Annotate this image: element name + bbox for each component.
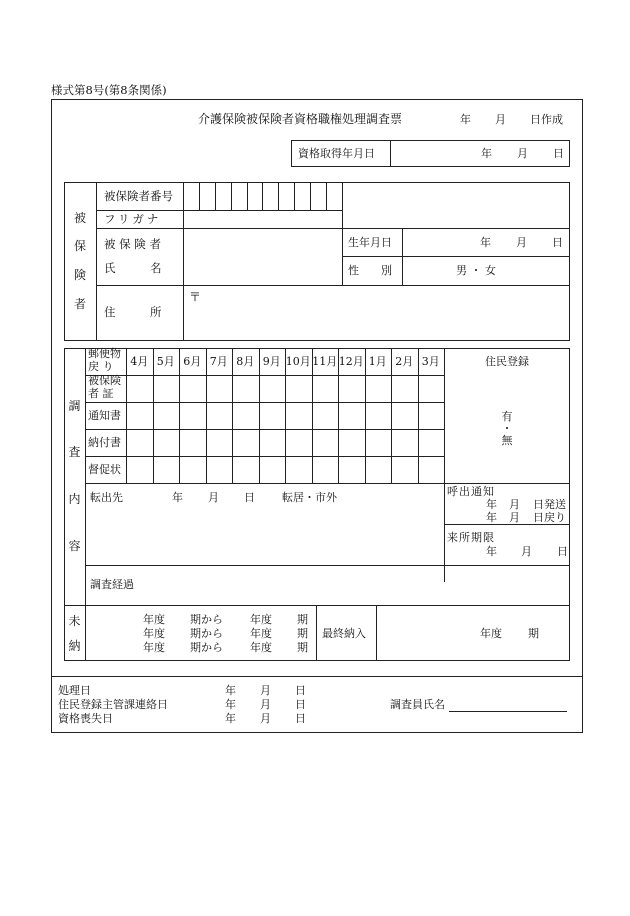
- call-return-year: 年: [486, 511, 497, 524]
- birth-day: 日: [552, 236, 563, 249]
- month-header: 2月: [395, 355, 414, 368]
- footer-contact-month: 月: [260, 698, 271, 711]
- footer-loss-year: 年: [225, 712, 236, 725]
- investigator-label: 調査員氏名: [390, 698, 445, 711]
- month-header: 1月: [368, 355, 387, 368]
- resident-no: 無: [501, 434, 513, 447]
- last-paid-period: 期: [528, 627, 539, 640]
- call-sent-month: 月: [509, 498, 520, 511]
- footer-processed-day: 日: [295, 684, 306, 697]
- insured-number-digit-divider: [294, 182, 295, 210]
- row-label-mail-2: 戻 り: [88, 360, 114, 373]
- footer-divider: [51, 676, 583, 677]
- month-column-divider: [365, 348, 366, 483]
- footer-loss-day: 日: [295, 712, 306, 725]
- survey-char-3: 内: [68, 492, 81, 506]
- progress-label: 調査経過: [90, 578, 134, 591]
- insured-number-label: 被保険者番号: [104, 189, 173, 203]
- unpaid-r1-b: 期から: [190, 613, 223, 626]
- unpaid-r3-d: 期: [297, 641, 308, 654]
- insured-number-digit-divider: [278, 182, 279, 210]
- name-label-2: 氏 名: [104, 261, 162, 275]
- row-label-notice: 通知書: [88, 409, 121, 422]
- birth-year: 年: [480, 236, 491, 249]
- unpaid-r1-d: 期: [297, 613, 308, 626]
- call-return-month: 月: [509, 511, 520, 524]
- gender-value: 男 ・ 女: [456, 264, 496, 277]
- deadline-day: 日: [557, 545, 568, 558]
- month-column-divider: [312, 348, 313, 483]
- created-month: 月: [495, 113, 506, 126]
- last-paid-label: 最終納入: [322, 627, 366, 640]
- month-column-divider: [206, 348, 207, 483]
- birth-label: 生年月日: [348, 236, 392, 249]
- survey-char-1: 調: [68, 399, 81, 413]
- footer-processed-month: 月: [260, 684, 271, 697]
- furigana-label: フリガナ: [104, 212, 162, 226]
- postal-mark: 〒: [189, 290, 202, 304]
- moveout-label: 転出先: [90, 491, 123, 504]
- insured-char-4: 者: [73, 297, 86, 311]
- row-label-card-2: 者 証: [88, 387, 114, 400]
- call-sent: 日発送: [533, 498, 566, 511]
- month-header: 10月: [285, 355, 311, 368]
- insured-number-digit-divider: [247, 182, 248, 210]
- survey-char-4: 容: [68, 539, 81, 553]
- month-column-divider: [153, 348, 154, 483]
- form-number: 様式第8号(第8条関係): [51, 83, 167, 97]
- insured-number-digit-divider: [310, 182, 311, 210]
- unpaid-char-1: 未: [68, 614, 81, 628]
- unpaid-r1-a: 年度: [143, 613, 165, 626]
- resident-label: 住民登録: [485, 355, 529, 368]
- survey-char-2: 査: [68, 445, 81, 459]
- month-column-divider: [179, 348, 180, 483]
- unpaid-r2-c: 年度: [250, 627, 272, 640]
- birth-month: 月: [516, 236, 527, 249]
- moveout-note: 転居・市外: [282, 491, 337, 504]
- unpaid-r3-a: 年度: [143, 641, 165, 654]
- unpaid-r3-c: 年度: [250, 641, 272, 654]
- month-column-divider: [285, 348, 286, 483]
- form-title: 介護保険被保険者資格職権処理調査票: [198, 112, 403, 126]
- month-column-divider: [126, 348, 127, 483]
- footer-contact-year: 年: [225, 698, 236, 711]
- acquired-month: 月: [517, 147, 528, 160]
- last-paid-year: 年度: [480, 627, 502, 640]
- investigator-signature-line: [449, 711, 567, 712]
- month-column-divider: [259, 348, 260, 483]
- month-header: 11月: [312, 355, 338, 368]
- row-label-reminder: 督促状: [88, 463, 121, 476]
- month-column-divider: [418, 348, 419, 483]
- footer-label-processed: 処理日: [58, 684, 91, 697]
- moveout-year: 年: [172, 491, 183, 504]
- month-header: 3月: [421, 355, 440, 368]
- month-column-divider: [391, 348, 392, 483]
- unpaid-r1-c: 年度: [250, 613, 272, 626]
- insured-number-digit-divider: [199, 182, 200, 210]
- insured-number-digit-divider: [262, 182, 263, 210]
- unpaid-r2-d: 期: [297, 627, 308, 640]
- row-label-card-1: 被保険: [88, 374, 121, 387]
- unpaid-char-2: 納: [68, 639, 81, 653]
- month-header: 9月: [262, 355, 281, 368]
- insured-number-digit-divider: [231, 182, 232, 210]
- insured-number-digit-divider: [326, 182, 327, 210]
- month-column-divider: [338, 348, 339, 483]
- name-label-1: 被 保 険 者: [104, 237, 161, 251]
- acquired-day: 日: [553, 147, 564, 160]
- resident-dot: ・: [501, 422, 513, 435]
- month-header: 8月: [236, 355, 255, 368]
- footer-label-loss: 資格喪失日: [58, 712, 113, 725]
- moveout-month: 月: [208, 491, 219, 504]
- deadline-year: 年: [486, 545, 497, 558]
- footer-loss-month: 月: [260, 712, 271, 725]
- month-header: 4月: [130, 355, 149, 368]
- address-label: 住 所: [104, 305, 162, 319]
- footer-label-contact: 住民登録主管課連絡日: [58, 698, 168, 711]
- call-sent-year: 年: [486, 498, 497, 511]
- row-label-payslip: 納付書: [88, 436, 121, 449]
- month-header: 7月: [209, 355, 228, 368]
- insured-char-2: 保: [73, 239, 86, 253]
- row-label-mail-1: 郵便物: [88, 347, 121, 360]
- unpaid-r3-b: 期から: [190, 641, 223, 654]
- month-header: 12月: [338, 355, 364, 368]
- moveout-day: 日: [244, 491, 255, 504]
- acquired-year: 年: [481, 147, 492, 160]
- resident-yes: 有: [501, 410, 513, 423]
- unpaid-r2-a: 年度: [143, 627, 165, 640]
- month-column-divider: [232, 348, 233, 483]
- unpaid-r2-b: 期から: [190, 627, 223, 640]
- footer-contact-day: 日: [295, 698, 306, 711]
- month-header: 6月: [183, 355, 202, 368]
- footer-processed-year: 年: [225, 684, 236, 697]
- created-day: 日作成: [530, 113, 563, 126]
- insured-number-digit-divider: [215, 182, 216, 210]
- insured-char-3: 険: [73, 268, 86, 282]
- deadline-month: 月: [521, 545, 532, 558]
- call-notice-label: 呼出通知: [447, 485, 495, 498]
- call-returned: 日戻り: [533, 511, 566, 524]
- created-year: 年: [460, 113, 471, 126]
- deadline-label: 来所期限: [447, 531, 495, 544]
- acquired-label: 資格取得年月日: [298, 147, 375, 160]
- gender-label: 性 別: [348, 264, 392, 277]
- month-header: 5月: [156, 355, 175, 368]
- insured-char-1: 被: [73, 211, 86, 225]
